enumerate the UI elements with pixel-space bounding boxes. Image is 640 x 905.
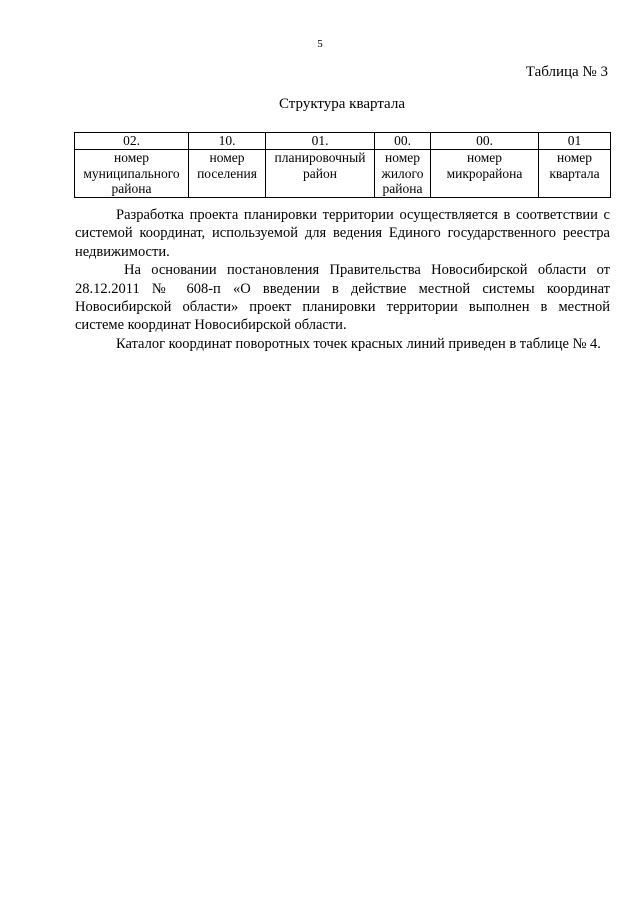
quarter-structure-table bbox=[74, 132, 611, 198]
label-microdistrict: номер микрорайона bbox=[431, 150, 539, 198]
label-municipal-district: номер муниципального района bbox=[75, 150, 189, 198]
code-microdistrict: 00. bbox=[431, 133, 539, 150]
label-quarter: номер квартала bbox=[539, 150, 611, 198]
label-planning-district: планировочный район bbox=[266, 150, 375, 198]
paragraph-catalog-reference: Каталог координат поворотных точек красных линий приведен в таблице № 4. bbox=[116, 335, 601, 352]
code-quarter: 01 bbox=[539, 133, 611, 150]
table-row-labels bbox=[75, 150, 611, 198]
code-settlement: 10. bbox=[189, 133, 266, 150]
table-title: Структура квартала bbox=[278, 96, 405, 112]
code-municipal-district: 02. bbox=[75, 133, 189, 150]
label-settlement: номер поселения bbox=[189, 150, 266, 198]
code-planning-district: 01. bbox=[266, 133, 375, 150]
table-caption: Таблица № 3 bbox=[525, 64, 608, 80]
paragraph-regulation: На основании постановления Правительства Новосибирской области от 28.12.2011 № 608-п «О введении в действие местной системы координат Новосибирской области» проект планировки территории выполнен в местной системе координат Новосибирской области. bbox=[75, 262, 610, 334]
table-row-codes bbox=[75, 133, 611, 150]
label-residential-district: номер жилого района bbox=[375, 150, 431, 198]
body-text bbox=[75, 206, 610, 353]
paragraph-coordinate-system: Разработка проекта планировки территории осуществляется в соответствии с системой координат, используемой для ведения Единого государственного реестра недвижимости. bbox=[75, 207, 610, 260]
code-residential-district: 00. bbox=[375, 133, 431, 150]
page-number: 5 bbox=[317, 38, 323, 50]
